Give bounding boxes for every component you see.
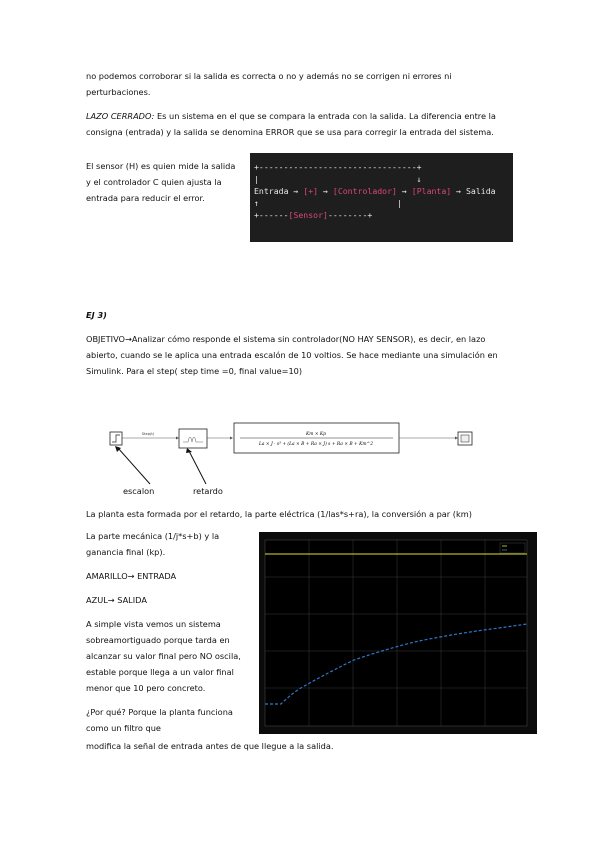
- escalon-pointer-arrow: [118, 448, 150, 484]
- ascii-sensor: [Sensor]: [288, 210, 328, 220]
- porque-paragraph: ¿Por qué? Porque la planta funciona como un filtro que: [86, 707, 233, 733]
- lazo-cerrado-title: LAZO CERRADO:: [86, 111, 155, 121]
- ascii-line-2: | ↓: [254, 174, 422, 184]
- ej-title: EJ 3): [86, 310, 107, 320]
- amarillo-entrada: AMARILLO→ ENTRADA: [86, 571, 177, 581]
- ascii-arrow: →: [396, 186, 412, 196]
- ascii-planta: [Planta]: [411, 186, 452, 196]
- ascii-salida: → Salida: [451, 186, 496, 196]
- retardo-label: retardo: [193, 486, 223, 496]
- ascii-controlador: [Controlador]: [332, 186, 397, 196]
- lazo-cerrado-text: Es un sistema en el que se compara la entrada con la salida. La diferencia entre la consigna (entrada) y la salida se denomina ERROR que se usa para corregir la entrada del sistema.: [86, 111, 496, 137]
- ascii-line-5a: +------: [254, 210, 289, 220]
- ascii-entrada: Entrada →: [254, 186, 304, 196]
- ascii-line-1: +--------------------------------+: [254, 162, 422, 172]
- ascii-sum: [+]: [303, 186, 319, 196]
- analysis-paragraph: A simple vista vemos un sistema sobreamortiguado porque tarda en alcanzar su valor final pero NO oscila, estable porque llega a un valor final menor que 10 pero concreto.: [86, 619, 241, 693]
- tf-denominator: La × J · s³ + (La × B + Ra × J) s + Ra × B + Km^2: [258, 442, 374, 447]
- last-line: modifica la señal de entrada antes de que llegue a la salida.: [86, 741, 334, 751]
- closed-loop-ascii-diagram: [250, 153, 513, 242]
- mecanica-paragraph: La parte mecánica (1/j*s+b) y la ganancia final (kp).: [86, 531, 220, 557]
- ascii-arrow: →: [318, 186, 333, 196]
- intro-paragraph: no podemos corroborar si la salida es correcta o no y además no se corrigen ni errores ni perturbaciones.: [86, 71, 452, 97]
- retardo-pointer-arrow: [189, 451, 206, 484]
- sensor-paragraph: El sensor (H) es quien mide la salida y el controlador C quien ajusta la entrada para reducir el error.: [86, 161, 236, 203]
- planta-paragraph: La planta esta formada por el retardo, la parte eléctrica (1/las*s+ra), la conversión a par (km): [86, 509, 472, 519]
- ascii-line-4: ↑ |: [254, 198, 402, 208]
- scope-legend: [500, 543, 525, 553]
- side-text-column: [86, 528, 256, 744]
- azul-salida: AZUL→ SALIDA: [86, 595, 147, 605]
- objetivo-paragraph: OBJETIVO→Analizar cómo responde el sistema sin controlador(NO HAY SENSOR), es decir, en lazo abierto, cuando se le aplica una entrada escalón de 10 voltios. Se hace mediante una simulación en Simulink. Para el step( step time =0, final value=10): [86, 334, 498, 376]
- scope-axes: [265, 540, 527, 726]
- scope-plot: [259, 532, 537, 734]
- lazo-cerrado-paragraph: [86, 108, 516, 140]
- simulink-diagram: [100, 418, 510, 488]
- tf-numerator: Km × Kp: [305, 432, 327, 437]
- escalon-label: escalon: [123, 486, 155, 496]
- svg-text:Step(t): Step(t): [141, 432, 155, 436]
- ascii-line-5b: --------+: [327, 210, 373, 220]
